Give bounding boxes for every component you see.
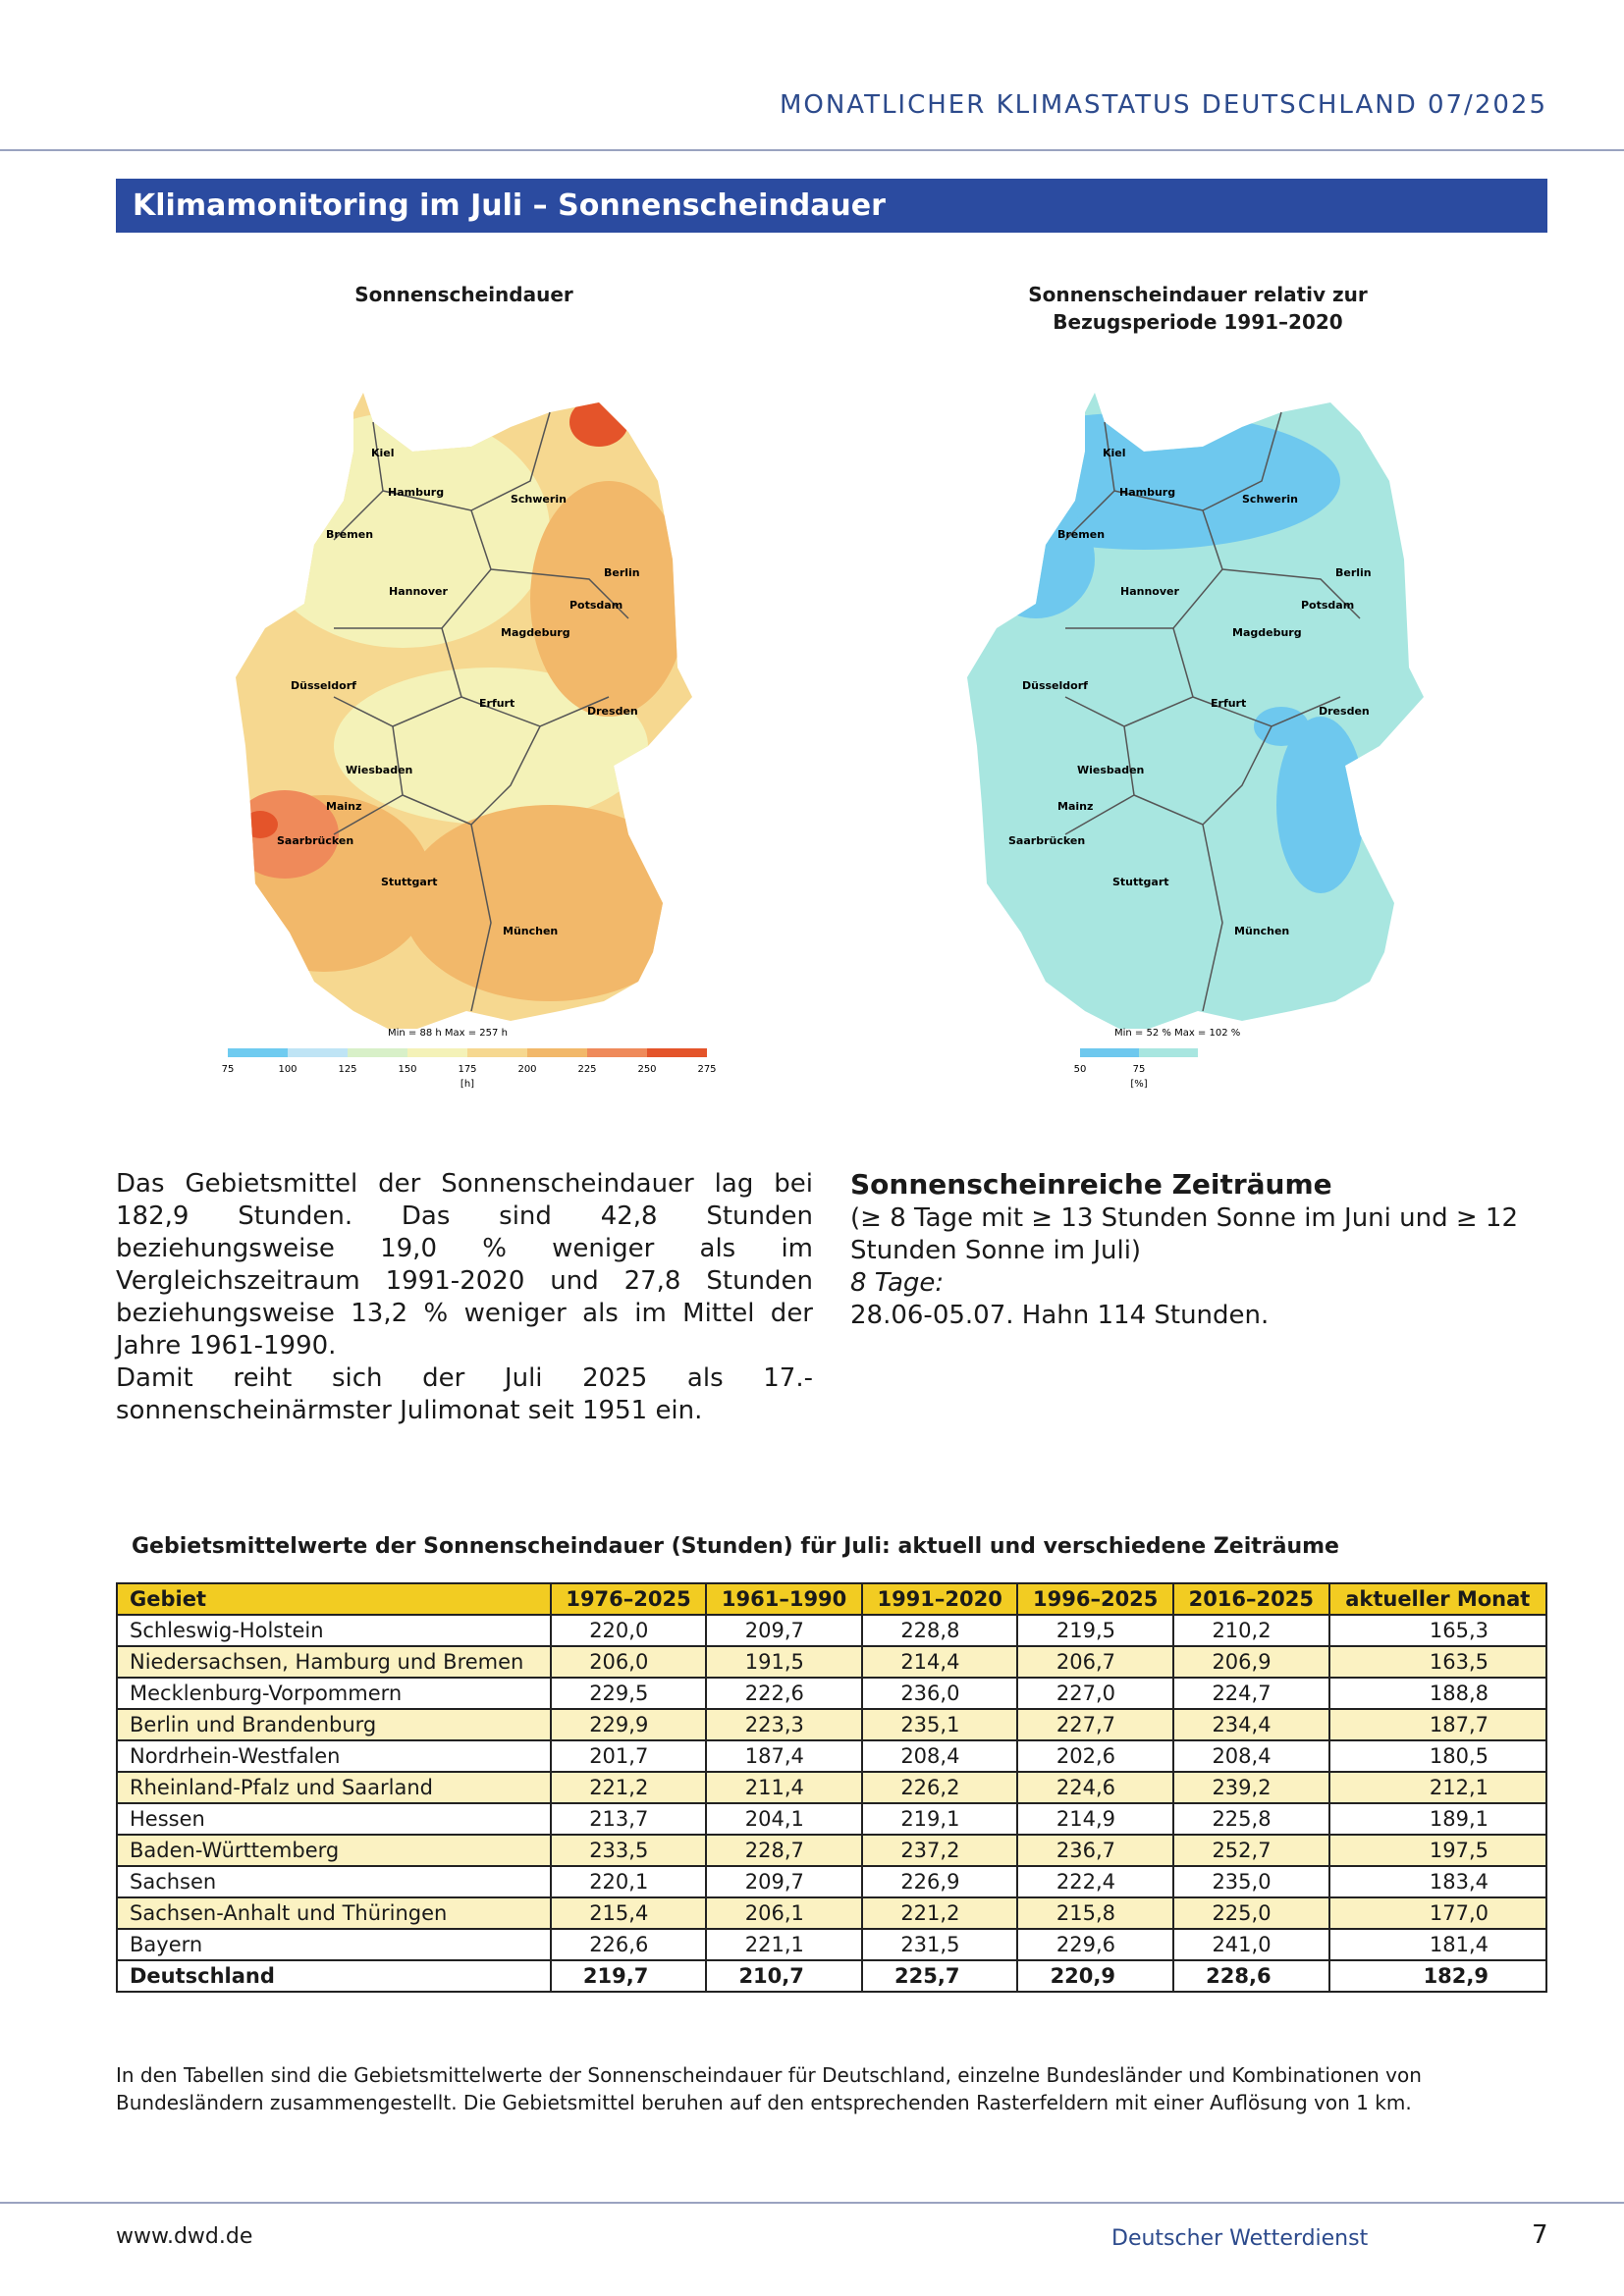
map-left-stats: Min = 88 h Max = 257 h (388, 1028, 508, 1039)
sunshine-relative-map (947, 373, 1458, 1090)
legend-swatch (1139, 1048, 1198, 1057)
table-cell-value: 239,2 (1173, 1772, 1329, 1803)
table-cell-value: 227,7 (1017, 1709, 1173, 1740)
sunny-periods-entry: 28.06-05.07. Hahn 114 Stunden. (850, 1301, 1270, 1330)
legend-tick-label: 225 (577, 1064, 597, 1075)
sunny-periods-days: 8 Tage: (850, 1268, 945, 1298)
table-row (117, 1960, 1546, 1992)
table-header-row (117, 1583, 1546, 1615)
city-label-hannover: Hannover (1120, 585, 1179, 598)
zone-erzgebirge-blue (1254, 707, 1309, 746)
legend-swatch (647, 1048, 707, 1057)
table-header-cell: 2016–2025 (1173, 1583, 1329, 1615)
city-label-saarbruecken: Saarbrücken (277, 834, 354, 847)
legend-tick-label: 275 (697, 1064, 717, 1075)
table-row (117, 1772, 1546, 1803)
city-label-erfurt: Erfurt (479, 697, 515, 710)
table-cell-value: 182,9 (1329, 1960, 1546, 1992)
table-row (117, 1646, 1546, 1678)
table-cell-value: 221,1 (706, 1929, 862, 1960)
map-right-title-line1: Sonnenscheindauer relativ zur (1028, 283, 1368, 306)
table-cell-region: Berlin und Brandenburg (117, 1709, 551, 1740)
table-row (117, 1929, 1546, 1960)
city-label-potsdam: Potsdam (1301, 599, 1355, 612)
table-cell-value: 226,2 (862, 1772, 1018, 1803)
table-cell-region: Hessen (117, 1803, 551, 1835)
table-cell-value: 202,6 (1017, 1740, 1173, 1772)
legend-tick-label: 50 (1073, 1064, 1087, 1075)
table-cell-region: Bayern (117, 1929, 551, 1960)
table-cell-value: 206,0 (551, 1646, 707, 1678)
city-label-muenchen: München (503, 925, 559, 937)
table-cell-value: 226,6 (551, 1929, 707, 1960)
table-cell-value: 225,7 (862, 1960, 1018, 1992)
legend-swatch (527, 1048, 587, 1057)
legend-swatch (587, 1048, 647, 1057)
city-label-magdeburg: Magdeburg (1232, 626, 1302, 639)
legend-tick-label: 75 (1132, 1064, 1146, 1075)
city-label-mainz: Mainz (1057, 800, 1094, 813)
legend-tick-label: 200 (517, 1064, 537, 1075)
legend-swatch (288, 1048, 348, 1057)
table-header-cell: Gebiet (117, 1583, 551, 1615)
table-cell-value: 225,8 (1173, 1803, 1329, 1835)
table-cell-value: 204,1 (706, 1803, 862, 1835)
city-label-potsdam: Potsdam (569, 599, 623, 612)
table-cell-value: 211,4 (706, 1772, 862, 1803)
city-label-schwerin: Schwerin (511, 493, 567, 506)
table-cell-value: 252,7 (1173, 1835, 1329, 1866)
table-cell-value: 181,4 (1329, 1929, 1546, 1960)
table-header-cell: 1991–2020 (862, 1583, 1018, 1615)
table-cell-value: 210,2 (1173, 1615, 1329, 1646)
page-header (0, 0, 1624, 151)
zone-north-blue (947, 412, 1340, 550)
table-cell-value: 221,2 (862, 1897, 1018, 1929)
table-cell-value: 228,7 (706, 1835, 862, 1866)
city-label-wiesbaden: Wiesbaden (1077, 764, 1145, 776)
footnote: In den Tabellen sind die Gebietsmittelwerte der Sonnenscheindauer für Deutschland, einzelne Bundesländer und Kombinationen von Bundesländern zusammengestellt. Die Gebietsmittel beruhen auf den entsprechenden Rasterfeldern mit einer Auflösung von 1 km. (116, 2063, 1422, 2114)
table-cell-value: 214,4 (862, 1646, 1018, 1678)
city-label-duesseldorf: Düsseldorf (1022, 679, 1088, 692)
legend-tick-label: 125 (338, 1064, 357, 1075)
table-row (117, 1615, 1546, 1646)
table-cell-value: 235,1 (862, 1709, 1018, 1740)
table-cell-value: 210,7 (706, 1960, 862, 1992)
table-cell-value: 221,2 (551, 1772, 707, 1803)
map-right-title-line2: Bezugsperiode 1991–2020 (1053, 310, 1343, 334)
table-cell-value: 180,5 (1329, 1740, 1546, 1772)
table-cell-value: 231,5 (862, 1929, 1018, 1960)
table-row (117, 1835, 1546, 1866)
table-cell-value: 183,4 (1329, 1866, 1546, 1897)
table-header-cell: 1976–2025 (551, 1583, 707, 1615)
sunny-periods-title: Sonnenscheinreiche Zeiträume (850, 1168, 1332, 1201)
table-cell-value: 214,9 (1017, 1803, 1173, 1835)
table-row (117, 1678, 1546, 1709)
sunny-periods (850, 1168, 1549, 1332)
zone-northwest-blue (977, 501, 1095, 618)
city-label-berlin: Berlin (1335, 566, 1372, 579)
city-label-dresden: Dresden (1319, 705, 1370, 718)
legend-swatch (1080, 1048, 1139, 1057)
table-cell-value: 187,7 (1329, 1709, 1546, 1740)
table-row (117, 1897, 1546, 1929)
city-label-wiesbaden: Wiesbaden (346, 764, 413, 776)
city-label-erfurt: Erfurt (1211, 697, 1247, 710)
city-label-hannover: Hannover (389, 585, 448, 598)
table-cell-value: 206,7 (1017, 1646, 1173, 1678)
table-cell-region: Niedersachsen, Hamburg und Bremen (117, 1646, 551, 1678)
table-cell-value: 225,0 (1173, 1897, 1329, 1929)
city-label-kiel: Kiel (1103, 447, 1126, 459)
sunny-periods-criteria: (≥ 8 Tage mit ≥ 13 Stunden Sonne im Juni und ≥ 12 Stunden Sonne im Juli) (850, 1203, 1518, 1265)
legend-swatch (228, 1048, 288, 1057)
table-cell-value: 215,8 (1017, 1897, 1173, 1929)
table-cell-value: 222,4 (1017, 1866, 1173, 1897)
table-cell-value: 234,4 (1173, 1709, 1329, 1740)
table-cell-value: 206,1 (706, 1897, 862, 1929)
table-cell-value: 189,1 (1329, 1803, 1546, 1835)
table-cell-value: 215,4 (551, 1897, 707, 1929)
city-label-muenchen: München (1234, 925, 1290, 937)
legend-right (1074, 1048, 1198, 1090)
legend-swatch (467, 1048, 527, 1057)
table-title: Gebietsmittelwerte der Sonnenscheindauer (Stunden) für Juli: aktuell und verschiedene Zeiträume (132, 1534, 1339, 1559)
table-cell-region: Rheinland-Pfalz und Saarland (117, 1772, 551, 1803)
table-cell-value: 197,5 (1329, 1835, 1546, 1866)
city-label-hamburg: Hamburg (388, 486, 445, 499)
report-title: MONATLICHER KLIMASTATUS DEUTSCHLAND 07/2025 (779, 90, 1547, 120)
city-label-mainz: Mainz (326, 800, 362, 813)
legend-unit: [h] (460, 1079, 475, 1090)
table-cell-region: Baden-Württemberg (117, 1835, 551, 1866)
table-cell-value: 191,5 (706, 1646, 862, 1678)
zone-southeast-orange (403, 805, 697, 1001)
table-cell-value: 224,6 (1017, 1772, 1173, 1803)
table-cell-value: 228,8 (862, 1615, 1018, 1646)
city-label-kiel: Kiel (371, 447, 395, 459)
table-cell-value: 228,6 (1173, 1960, 1329, 1992)
table-header-cell: 1996–2025 (1017, 1583, 1173, 1615)
city-label-hamburg: Hamburg (1119, 486, 1176, 499)
table-cell-value: 229,9 (551, 1709, 707, 1740)
table-cell-value: 227,0 (1017, 1678, 1173, 1709)
legend-tick-label: 250 (637, 1064, 657, 1075)
table-cell-value: 201,7 (551, 1740, 707, 1772)
city-label-dresden: Dresden (587, 705, 638, 718)
table-header-cell: aktueller Monat (1329, 1583, 1546, 1615)
city-label-bremen: Bremen (326, 528, 374, 541)
table-cell-value: 233,5 (551, 1835, 707, 1866)
table-cell-value: 241,0 (1173, 1929, 1329, 1960)
table-cell-region: Mecklenburg-Vorpommern (117, 1678, 551, 1709)
table-cell-value: 208,4 (862, 1740, 1018, 1772)
table-cell-region: Sachsen (117, 1866, 551, 1897)
legend-tick-label: 75 (221, 1064, 235, 1075)
table-cell-value: 165,3 (1329, 1615, 1546, 1646)
table-cell-value: 229,6 (1017, 1929, 1173, 1960)
map-right-stats: Min = 52 % Max = 102 % (1114, 1028, 1241, 1039)
table-cell-value: 209,7 (706, 1866, 862, 1897)
footer-url[interactable]: www.dwd.de (116, 2224, 253, 2249)
table-cell-value: 237,2 (862, 1835, 1018, 1866)
zone-saar-hot (243, 811, 278, 838)
summary-ranking: Damit reiht sich der Juli 2025 als 17.-sonnenscheinärmster Julimonat seit 1951 ein. (116, 1363, 813, 1425)
table-cell-value: 220,9 (1017, 1960, 1173, 1992)
table-cell-value: 223,3 (706, 1709, 862, 1740)
table-cell-value: 229,5 (551, 1678, 707, 1709)
table-cell-value: 224,7 (1173, 1678, 1329, 1709)
table-row (117, 1740, 1546, 1772)
city-label-stuttgart: Stuttgart (381, 876, 438, 888)
table-cell-value: 212,1 (1329, 1772, 1546, 1803)
city-label-saarbruecken: Saarbrücken (1008, 834, 1086, 847)
table-cell-value: 188,8 (1329, 1678, 1546, 1709)
city-label-berlin: Berlin (604, 566, 640, 579)
sunshine-map (216, 373, 727, 1090)
table-cell-value: 187,4 (706, 1740, 862, 1772)
table-row (117, 1803, 1546, 1835)
table-cell-value: 163,5 (1329, 1646, 1546, 1678)
table-cell-value: 219,1 (862, 1803, 1018, 1835)
page-number: 7 (1532, 2220, 1548, 2250)
map-left-title: Sonnenscheindauer (354, 283, 573, 306)
table-cell-region: Nordrhein-Westfalen (117, 1740, 551, 1772)
city-label-magdeburg: Magdeburg (501, 626, 570, 639)
legend-swatch (407, 1048, 467, 1057)
section-title: Klimamonitoring im Juli – Sonnenscheindauer (133, 188, 886, 223)
table-row (117, 1709, 1546, 1740)
legend-tick-label: 175 (458, 1064, 477, 1075)
table-header-cell: 1961–1990 (706, 1583, 862, 1615)
summary-text (116, 1168, 813, 1427)
table-cell-value: 209,7 (706, 1615, 862, 1646)
legend-tick-label: 150 (398, 1064, 417, 1075)
table-cell-value: 206,9 (1173, 1646, 1329, 1678)
table-row (117, 1866, 1546, 1897)
city-label-bremen: Bremen (1057, 528, 1106, 541)
city-label-schwerin: Schwerin (1242, 493, 1298, 506)
table-cell-value: 226,9 (862, 1866, 1018, 1897)
footer-divider (0, 2202, 1624, 2204)
legend-unit: [%] (1130, 1079, 1148, 1090)
table-cell-value: 220,1 (551, 1866, 707, 1897)
table-cell-value: 177,0 (1329, 1897, 1546, 1929)
table-cell-value: 236,7 (1017, 1835, 1173, 1866)
sunshine-table (116, 1582, 1547, 1993)
city-label-duesseldorf: Düsseldorf (291, 679, 356, 692)
table-cell-value: 213,7 (551, 1803, 707, 1835)
zone-ruegen-hot (569, 398, 628, 447)
map-right-title (992, 281, 1404, 336)
legend-swatch (348, 1048, 407, 1057)
table-cell-value: 208,4 (1173, 1740, 1329, 1772)
legend-left (222, 1048, 717, 1090)
table-cell-value: 219,7 (551, 1960, 707, 1992)
table-cell-region: Schleswig-Holstein (117, 1615, 551, 1646)
footer-org: Deutscher Wetterdienst (1111, 2226, 1369, 2251)
table-cell-value: 220,0 (551, 1615, 707, 1646)
table-cell-value: 236,0 (862, 1678, 1018, 1709)
city-label-stuttgart: Stuttgart (1112, 876, 1169, 888)
legend-tick-label: 100 (278, 1064, 298, 1075)
zone-north-pale (255, 412, 550, 648)
table-cell-value: 219,5 (1017, 1615, 1173, 1646)
table-cell-region: Deutschland (117, 1960, 551, 1992)
summary-paragraph: Das Gebietsmittel der Sonnenscheindauer lag bei 182,9 Stunden. Das sind 42,8 Stunden beziehungsweise 19,0 % weniger als im Vergleichszeitraum 1991-2020 und 27,8 Stunden beziehungsweise 13,2 % weniger als im Mittel der Jahre 1961-1990. (116, 1169, 813, 1361)
table-cell-value: 235,0 (1173, 1866, 1329, 1897)
table-cell-region: Sachsen-Anhalt und Thüringen (117, 1897, 551, 1929)
table-cell-value: 222,6 (706, 1678, 862, 1709)
